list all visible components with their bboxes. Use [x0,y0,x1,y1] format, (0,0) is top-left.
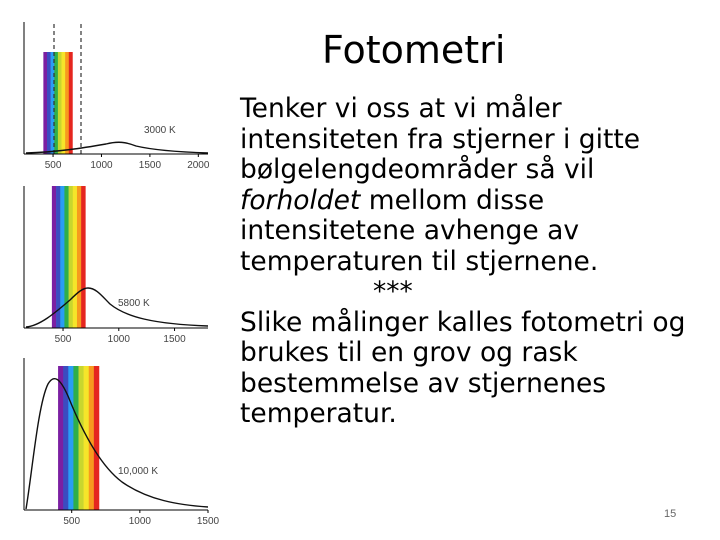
x-tick-label: 1500 [196,516,220,527]
band-stripe [73,186,77,328]
band-stripe [81,186,85,328]
band-stripe [58,52,62,154]
x-tick-label: 1000 [90,160,113,171]
x-tick-label: 1500 [138,160,162,171]
band-stripe [58,366,63,510]
paragraph-1-text: Tenker vi oss at vi måler intensiteten fra stjerner i gitte bølgelengdeområder så vil [240,93,641,185]
x-tick-label: 500 [54,334,72,345]
spectrum-panel-3000k [18,18,213,178]
band-stripe [56,186,60,328]
separator-stars: *** [373,276,413,307]
slide-title: Fotometri [322,28,506,72]
band-stripe [64,186,68,328]
x-tick-label: 2000 [187,160,210,171]
x-tick-label: 1500 [163,334,186,345]
x-tick-label: 1000 [107,334,130,345]
band-stripe [68,366,73,510]
spectrum-panel-10000k [18,354,220,530]
visible-band [43,52,72,154]
x-tick-label: 1000 [128,516,151,527]
x-tick-labels [55,328,186,345]
temperature-label: 10,000 K [118,466,159,477]
band-stripe [73,366,78,510]
paragraph-2: Slike målinger kalles fotometri og brukes til en grov og rask bestemmelse av stjernenes temperatur. [240,306,686,429]
band-stripe [69,186,73,328]
paragraph-1 [240,94,710,277]
x-tick-label: 500 [63,516,81,527]
band-stripe [77,186,81,328]
band-stripe [54,52,58,154]
x-tick-labels [45,154,210,171]
x-tick-label: 500 [44,160,62,171]
paragraph-1-rest: mellom disse intensitetene avhenge av temperaturen til stjernene. [240,184,599,277]
band-stripe [94,366,99,510]
spectrum-panel-5800k [18,182,213,350]
temperature-label: 3000 K [144,125,176,136]
band-stripe [89,366,94,510]
slide-body [240,94,710,430]
band-stripe [47,52,51,154]
blackbody-curve [26,379,208,509]
band-stripe [65,52,69,154]
band-stripe [62,52,66,154]
page-number: 15 [664,508,677,520]
band-stripe [69,52,73,154]
band-stripe [79,366,84,510]
visible-band [52,186,86,328]
emphasis-forholdet: forholdet [240,184,361,216]
x-tick-labels [63,510,219,527]
band-stripe [52,186,56,328]
band-stripe [43,52,47,154]
temperature-label: 5800 K [118,298,150,309]
